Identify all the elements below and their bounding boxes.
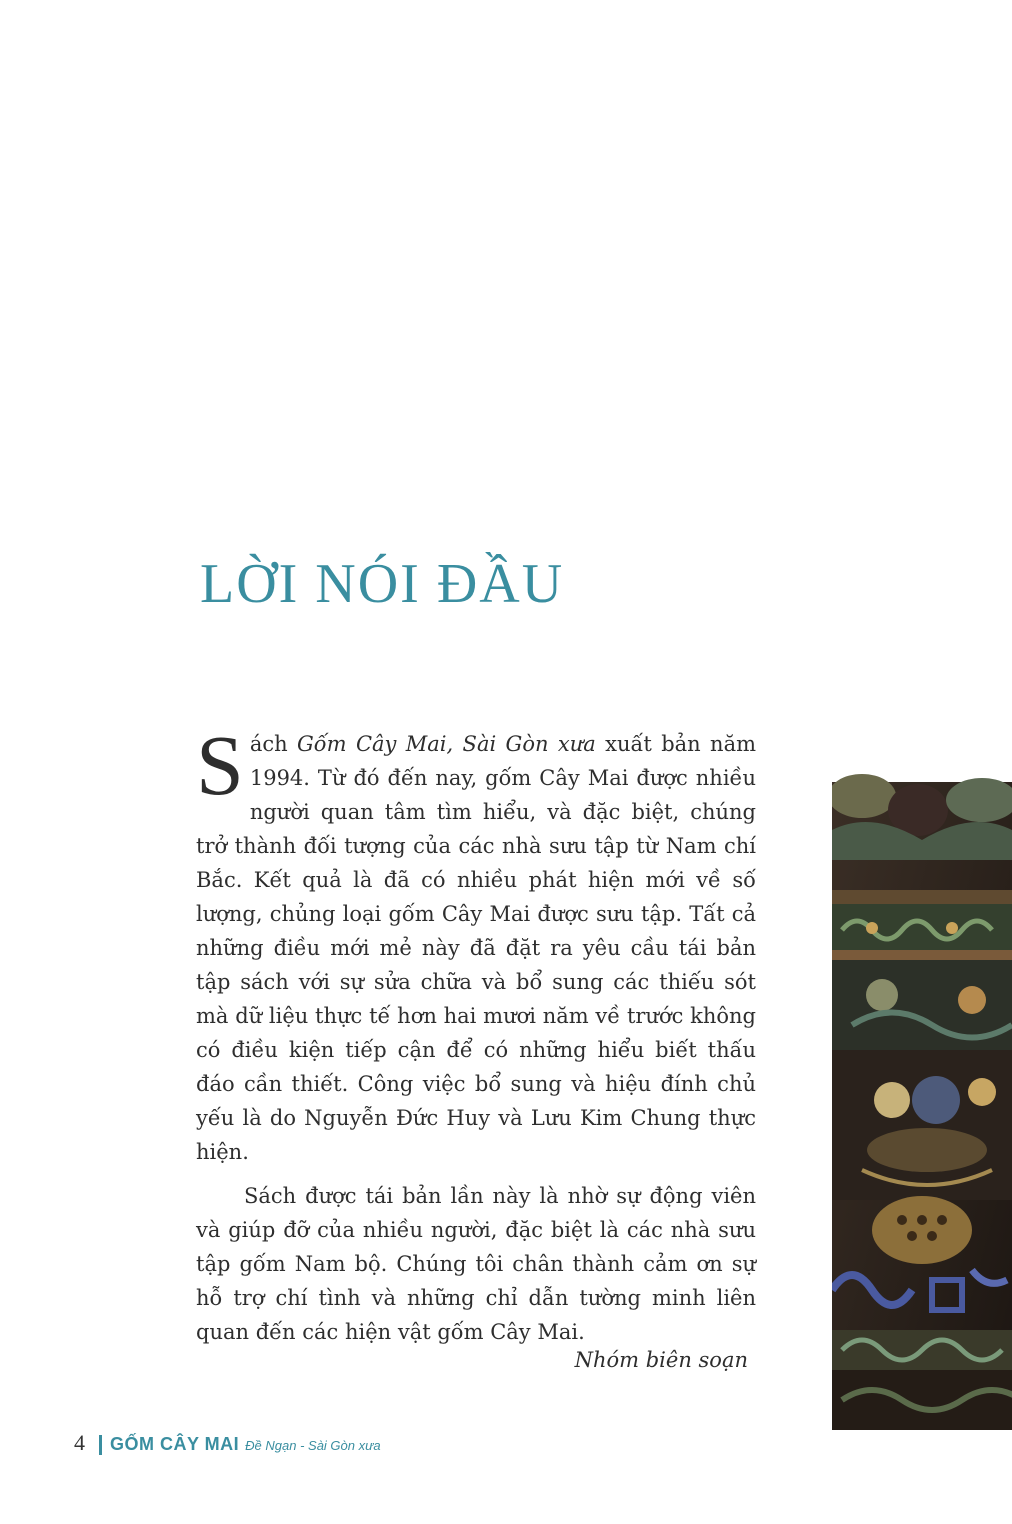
paragraph-acknowledgement: Sách được tái bản lần này là nhờ sự động viên và giúp đỡ của nhiều người, đặc biệt là các nhà sưu tập gốm Nam bộ. Chúng tôi chân thành cảm ơn sự hỗ trợ chí tình và những chỉ dẫn tường minh liên quan đến các hiện vật gốm Cây Mai. — [196, 1184, 756, 1344]
preface-body — [196, 717, 757, 1349]
intro-lead: ách — [249, 732, 298, 756]
intro-text: xuất bản năm 1994. Từ đó đến nay, gốm Cây Mai được nhiều người quan tâm tìm hiểu, và đặc biệt, chúng trở thành đối tượng của các nhà sưu tập từ Nam chí Bắc. Kết quả là đã có nhiều phát hiện mới về số lượng, chủng loại gốm Cây Mai được sưu tập. Tất cả những điều mới mẻ này đã đặt ra yêu cầu tái bản tập sách với sự sửa chữa và bổ sung các thiếu sót mà dữ liệu thực tế hơn hai mươi năm về trước không có điều kiện tiếp cận để có những hiểu biết thấu đáo cần thiết. Công việc bổ sung và hiệu đính chủ yếu là do Nguyễn Đức Huy và Lưu Kim Chung thực hiện. — [196, 732, 757, 1164]
drop-cap: S — [196, 717, 244, 813]
page-title: LỜI NÓI ĐẦU — [200, 553, 565, 615]
paragraph-intro — [196, 717, 757, 1169]
footer-series-title: GỐM CÂY MAI — [110, 1434, 240, 1454]
page-number: 4 — [74, 1430, 85, 1455]
ornament-illustration — [832, 770, 1012, 1430]
signature: Nhóm biên soạn — [574, 1348, 748, 1372]
page-footer — [74, 1430, 381, 1460]
ceramic-decoration-photo — [832, 770, 1012, 1430]
footer-subtitle: Đề Ngạn - Sài Gòn xưa — [245, 1438, 381, 1453]
book-title: Gốm Cây Mai, Sài Gòn xưa — [297, 732, 596, 756]
footer-divider — [99, 1435, 102, 1455]
